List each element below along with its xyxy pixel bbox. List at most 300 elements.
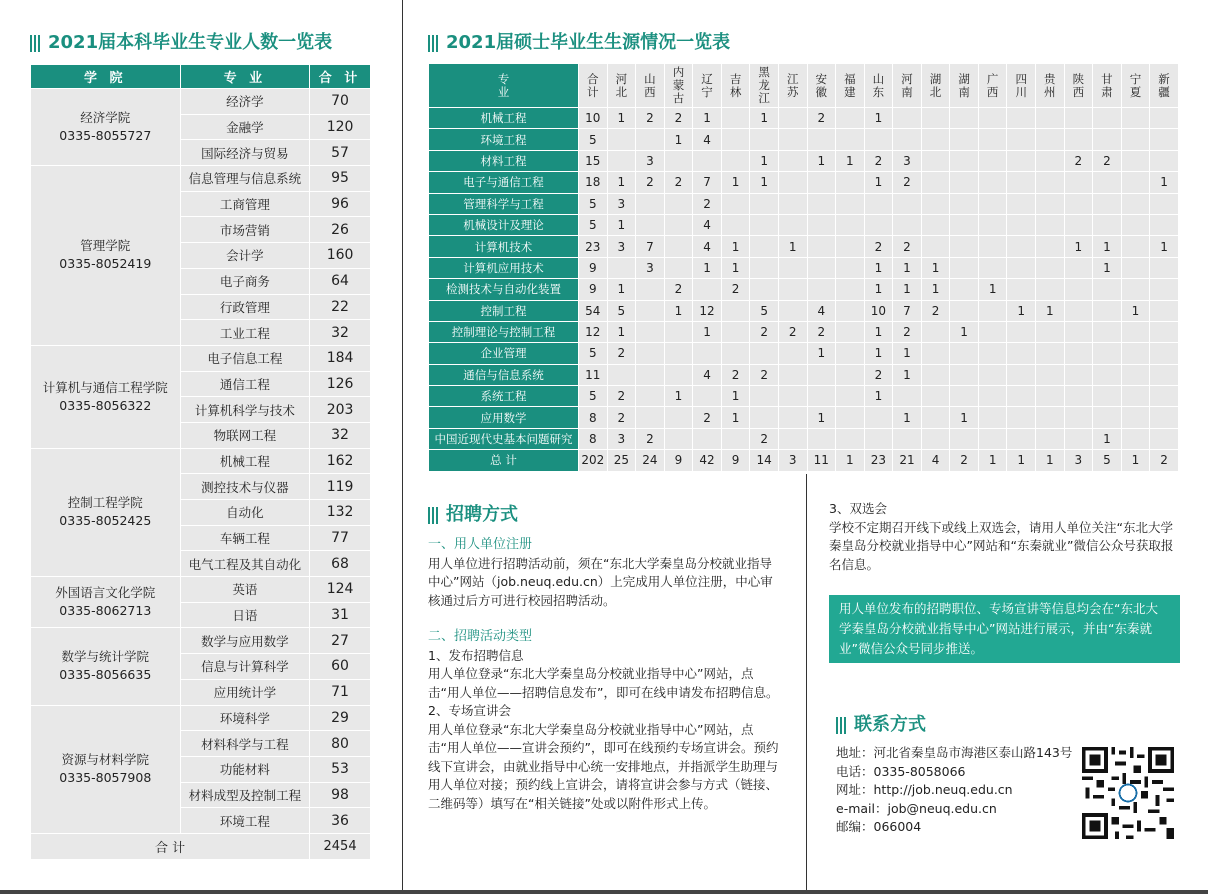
grad-header-province — [693, 64, 722, 108]
grad-count-cell — [1093, 364, 1122, 385]
grad-count-cell — [750, 129, 779, 150]
count-cell: 32 — [310, 422, 371, 448]
major-cell: 自动化 — [180, 500, 310, 526]
grad-count-cell: 2 — [721, 279, 750, 300]
header-char: 苏 — [786, 84, 799, 99]
grad-count-cell: 1 — [978, 279, 1007, 300]
header-char: 湖 — [929, 71, 942, 86]
grad-count-cell — [778, 129, 807, 150]
grad-count-cell: 2 — [607, 386, 636, 407]
grad-count-cell — [636, 214, 665, 235]
ug-table-row — [31, 577, 371, 603]
grad-count-cell — [950, 386, 979, 407]
grad-major-name: 应用数学 — [429, 407, 579, 428]
college-cell — [31, 166, 181, 346]
grad-count-cell — [1036, 108, 1065, 129]
grad-count-cell: 1 — [607, 172, 636, 193]
header-char: 南 — [901, 84, 913, 99]
grad-count-cell — [836, 172, 865, 193]
grad-count-cell: 1 — [1121, 300, 1150, 321]
header-char: 陕 — [1072, 71, 1085, 86]
grad-count-cell: 1 — [864, 279, 893, 300]
header-char: 河 — [901, 71, 913, 86]
grad-count-cell — [750, 214, 779, 235]
grad-count-cell: 1 — [750, 150, 779, 171]
recruit-body — [428, 536, 784, 813]
header-char: 吉 — [729, 71, 742, 86]
grad-count-cell — [893, 193, 922, 214]
grad-count-cell — [721, 343, 750, 364]
grad-table-row — [429, 364, 1179, 385]
grad-count-cell — [950, 428, 979, 449]
count-cell: 98 — [310, 782, 371, 808]
grad-header-province — [721, 64, 750, 108]
grad-count-cell: 2 — [750, 321, 779, 342]
grad-count-cell — [664, 257, 693, 278]
header-char: 古 — [672, 91, 685, 105]
grad-count-cell — [1036, 129, 1065, 150]
grad-count-cell — [636, 279, 665, 300]
grad-count-cell — [778, 364, 807, 385]
grad-major-name: 控制工程 — [429, 300, 579, 321]
count-cell: 32 — [310, 320, 371, 346]
grad-count-cell: 4 — [693, 236, 722, 257]
grad-count-cell: 8 — [579, 407, 608, 428]
grad-count-cell — [836, 257, 865, 278]
major-cell: 车辆工程 — [180, 525, 310, 551]
grad-count-cell — [778, 428, 807, 449]
grad-count-cell — [1036, 150, 1065, 171]
grad-count-cell — [1121, 150, 1150, 171]
college-phone: 0335-8052425 — [59, 513, 152, 529]
count-cell: 26 — [310, 217, 371, 243]
grad-count-cell — [693, 428, 722, 449]
grad-count-cell — [978, 300, 1007, 321]
major-cell: 信息与计算科学 — [180, 654, 310, 680]
ug-table-row — [31, 628, 371, 654]
grad-count-cell — [750, 193, 779, 214]
item3-title: 3、双选会 — [829, 501, 887, 516]
grad-count-cell: 2 — [750, 364, 779, 385]
notice-box: 用人单位发布的招聘职位、专场宣讲等信息均会在“东北大学秦皇岛分校就业指导中心”网站进行展示，并由“东秦就业”微信公众号同步推送。 — [829, 595, 1180, 663]
grad-count-cell: 4 — [807, 300, 836, 321]
grad-major-name: 机械设计及理论 — [429, 214, 579, 235]
grad-count-cell: 2 — [950, 450, 979, 471]
grad-count-cell — [1121, 343, 1150, 364]
grad-major-name: 机械工程 — [429, 108, 579, 129]
grad-count-cell — [1064, 364, 1093, 385]
grad-count-cell — [1121, 428, 1150, 449]
grad-table-row — [429, 279, 1179, 300]
grad-count-cell — [1150, 150, 1179, 171]
grad-count-cell: 1 — [693, 321, 722, 342]
grad-count-cell: 2 — [1093, 150, 1122, 171]
header-char: 北 — [615, 84, 628, 99]
grad-major-name: 控制理论与控制工程 — [429, 321, 579, 342]
grad-count-cell — [1007, 129, 1036, 150]
grad-count-cell: 1 — [978, 450, 1007, 471]
header-char: 江 — [758, 91, 770, 105]
grad-count-cell: 4 — [921, 450, 950, 471]
grad-count-cell — [664, 236, 693, 257]
grad-count-cell — [864, 193, 893, 214]
grad-count-cell — [1121, 193, 1150, 214]
header-char: 江 — [786, 71, 799, 86]
grad-count-cell — [607, 257, 636, 278]
grad-count-cell: 2 — [664, 108, 693, 129]
grad-count-cell — [1036, 386, 1065, 407]
major-cell: 功能材料 — [180, 756, 310, 782]
grad-count-cell: 1 — [721, 407, 750, 428]
count-cell: 77 — [310, 525, 371, 551]
grad-table-row — [429, 343, 1179, 364]
grad-count-cell — [1121, 407, 1150, 428]
grad-count-cell: 2 — [893, 236, 922, 257]
college-name: 经济学院 — [80, 110, 131, 126]
grad-count-cell — [664, 343, 693, 364]
grad-count-cell: 2 — [721, 364, 750, 385]
contact-section-title: 联系方式 — [836, 710, 926, 736]
total-label: 合 计 — [31, 833, 310, 859]
grad-count-cell — [1036, 236, 1065, 257]
grad-count-cell — [921, 193, 950, 214]
grad-count-cell — [607, 129, 636, 150]
grad-count-cell: 1 — [1150, 236, 1179, 257]
header-char: 辽 — [701, 71, 713, 86]
major-cell: 日语 — [180, 602, 310, 628]
grad-count-cell — [950, 343, 979, 364]
count-cell: 160 — [310, 243, 371, 269]
count-cell: 57 — [310, 140, 371, 166]
grad-count-cell: 2 — [807, 321, 836, 342]
grad-header-province — [1064, 64, 1093, 108]
grad-count-cell: 1 — [607, 214, 636, 235]
header-char: 山 — [644, 71, 656, 86]
grad-count-cell — [636, 386, 665, 407]
major-cell: 信息管理与信息系统 — [180, 166, 310, 192]
grad-count-cell — [1121, 364, 1150, 385]
grad-table-row — [429, 386, 1179, 407]
grad-count-cell — [1007, 108, 1036, 129]
grad-count-cell: 5 — [1093, 450, 1122, 471]
grad-count-cell — [1150, 257, 1179, 278]
grad-count-cell — [978, 364, 1007, 385]
grad-count-cell — [1064, 172, 1093, 193]
count-cell: 203 — [310, 397, 371, 423]
grad-count-cell: 1 — [950, 407, 979, 428]
count-cell: 60 — [310, 654, 371, 680]
grad-count-cell — [750, 257, 779, 278]
ug-header-cell: 学 院 — [31, 65, 181, 89]
grad-count-cell — [864, 407, 893, 428]
college-phone: 0335-8056322 — [59, 397, 152, 413]
grad-header-province — [664, 64, 693, 108]
count-cell: 22 — [310, 294, 371, 320]
grad-header-province — [1093, 64, 1122, 108]
grad-count-cell — [664, 193, 693, 214]
grad-count-cell — [1093, 279, 1122, 300]
grad-count-cell — [693, 386, 722, 407]
count-cell: 126 — [310, 371, 371, 397]
major-cell: 国际经济与贸易 — [180, 140, 310, 166]
grad-count-cell — [636, 129, 665, 150]
grad-count-cell: 1 — [807, 407, 836, 428]
contact-email[interactable]: e-mail：job@neuq.edu.cn — [836, 800, 997, 816]
college-cell — [31, 89, 181, 166]
grad-count-cell: 1 — [836, 450, 865, 471]
count-cell: 70 — [310, 89, 371, 115]
grad-count-cell — [1150, 214, 1179, 235]
grad-count-cell — [1007, 343, 1036, 364]
grad-count-cell — [636, 321, 665, 342]
grad-count-cell: 7 — [636, 236, 665, 257]
grad-count-cell: 1 — [1093, 428, 1122, 449]
grad-count-cell: 2 — [864, 236, 893, 257]
contact-info — [836, 744, 1072, 837]
college-cell — [31, 448, 181, 576]
grad-count-cell — [807, 193, 836, 214]
grad-count-cell — [1150, 407, 1179, 428]
major-cell: 数学与应用数学 — [180, 628, 310, 654]
grad-count-cell — [1064, 257, 1093, 278]
major-cell: 环境工程 — [180, 808, 310, 834]
grad-count-cell: 1 — [607, 108, 636, 129]
grad-count-cell — [836, 343, 865, 364]
grad-count-cell — [950, 108, 979, 129]
major-cell: 经济学 — [180, 89, 310, 115]
grad-count-cell: 2 — [693, 193, 722, 214]
grad-count-cell — [921, 428, 950, 449]
major-cell: 金融学 — [180, 114, 310, 140]
grad-count-cell — [778, 172, 807, 193]
grad-count-cell — [921, 386, 950, 407]
grad-count-cell — [1121, 214, 1150, 235]
grad-count-cell: 9 — [664, 450, 693, 471]
grad-count-cell — [807, 257, 836, 278]
grad-count-cell: 5 — [579, 193, 608, 214]
bottom-border — [0, 890, 1208, 894]
grad-header-major — [429, 64, 579, 108]
grad-count-cell — [1064, 214, 1093, 235]
grad-count-cell — [1093, 407, 1122, 428]
item1-text: 用人单位登录“东北大学秦皇岛分校就业指导中心”网站，点击“用人单位——招聘信息发布”，即可在线申请发布招聘信息。 — [428, 666, 779, 700]
college-name: 计算机与通信工程学院 — [42, 379, 168, 395]
count-cell: 162 — [310, 448, 371, 474]
ug-header-cell: 合 计 — [310, 65, 371, 89]
grad-count-cell — [636, 193, 665, 214]
grad-count-cell — [664, 428, 693, 449]
major-cell: 环境科学 — [180, 705, 310, 731]
grad-count-cell: 10 — [864, 300, 893, 321]
grad-count-cell: 5 — [579, 214, 608, 235]
grad-count-cell — [1007, 214, 1036, 235]
grad-count-cell — [664, 214, 693, 235]
header-char: 湖 — [958, 71, 970, 86]
grad-major-name: 材料工程 — [429, 150, 579, 171]
grad-count-cell — [950, 214, 979, 235]
grad-count-cell — [978, 193, 1007, 214]
grad-count-cell — [950, 300, 979, 321]
grad-count-cell — [836, 428, 865, 449]
grad-count-cell — [807, 172, 836, 193]
header-char: 黑 — [758, 65, 770, 79]
grad-count-cell — [1036, 279, 1065, 300]
grad-count-cell: 1 — [721, 386, 750, 407]
grad-count-cell — [1007, 428, 1036, 449]
grad-count-cell: 2 — [778, 321, 807, 342]
college-phone: 0335-8062713 — [59, 603, 152, 619]
grad-count-cell — [1150, 428, 1179, 449]
grad-count-cell: 23 — [579, 236, 608, 257]
grad-count-cell: 1 — [1150, 172, 1179, 193]
grad-count-cell: 2 — [893, 321, 922, 342]
grad-major-name: 管理科学与工程 — [429, 193, 579, 214]
title-bars-icon — [428, 505, 440, 526]
major-cell: 工商管理 — [180, 191, 310, 217]
major-cell: 计算机科学与技术 — [180, 397, 310, 423]
grad-major-name: 计算机应用技术 — [429, 257, 579, 278]
grad-count-cell — [1150, 386, 1179, 407]
grad-count-cell — [778, 300, 807, 321]
grad-count-cell: 1 — [893, 257, 922, 278]
header-char: 广 — [986, 71, 999, 86]
grad-count-cell — [950, 193, 979, 214]
count-cell: 132 — [310, 500, 371, 526]
grad-count-cell — [607, 150, 636, 171]
grad-table-row — [429, 150, 1179, 171]
grad-count-cell — [693, 150, 722, 171]
grad-count-cell — [664, 150, 693, 171]
grad-count-cell — [1093, 214, 1122, 235]
grad-count-cell — [1121, 279, 1150, 300]
college-name: 数学与统计学院 — [61, 649, 150, 665]
grad-count-cell — [978, 386, 1007, 407]
grad-count-cell — [778, 386, 807, 407]
major-cell: 工业工程 — [180, 320, 310, 346]
grad-count-cell — [921, 343, 950, 364]
grad-count-cell — [1036, 172, 1065, 193]
grad-count-cell: 1 — [693, 257, 722, 278]
grad-count-cell: 2 — [807, 108, 836, 129]
grad-count-cell: 5 — [579, 343, 608, 364]
header-char: 西 — [644, 84, 656, 99]
grad-count-cell — [1121, 129, 1150, 150]
grad-header-province — [1150, 64, 1179, 108]
grad-count-cell — [1036, 257, 1065, 278]
ug-table-row — [31, 166, 371, 192]
grad-count-cell — [893, 108, 922, 129]
grad-count-cell: 4 — [693, 214, 722, 235]
grad-table-row — [429, 257, 1179, 278]
grad-count-cell — [750, 343, 779, 364]
grad-count-cell — [1036, 364, 1065, 385]
grad-count-cell — [721, 214, 750, 235]
grad-count-cell: 1 — [664, 386, 693, 407]
grad-count-cell — [807, 364, 836, 385]
section2-heading: 二、招聘活动类型 — [428, 629, 533, 644]
grad-count-cell: 1 — [807, 343, 836, 364]
major-cell: 机械工程 — [180, 448, 310, 474]
grad-count-cell — [664, 407, 693, 428]
grad-count-cell: 1 — [1036, 300, 1065, 321]
grad-count-cell: 1 — [607, 321, 636, 342]
grad-header-province — [978, 64, 1007, 108]
college-name: 控制工程学院 — [67, 495, 143, 511]
count-cell: 119 — [310, 474, 371, 500]
grad-count-cell — [721, 193, 750, 214]
count-cell: 71 — [310, 679, 371, 705]
grad-count-cell: 1 — [607, 279, 636, 300]
grad-count-cell — [778, 193, 807, 214]
grad-count-cell — [807, 428, 836, 449]
grad-count-cell — [1064, 108, 1093, 129]
grad-count-cell — [864, 214, 893, 235]
count-cell: 64 — [310, 268, 371, 294]
grad-count-cell — [978, 428, 1007, 449]
grad-count-cell — [950, 129, 979, 150]
grad-header-province — [750, 64, 779, 108]
grad-count-cell: 3 — [607, 193, 636, 214]
grad-count-cell — [1093, 386, 1122, 407]
header-char: 西 — [1072, 84, 1085, 99]
grad-count-cell: 1 — [864, 108, 893, 129]
grad-count-cell: 1 — [893, 364, 922, 385]
header-char: 北 — [929, 84, 942, 99]
grad-section-title: 2021届硕士毕业生生源情况一览表 — [428, 28, 730, 54]
grad-count-cell: 2 — [921, 300, 950, 321]
grad-count-cell — [721, 321, 750, 342]
header-char: 宁 — [1129, 71, 1142, 86]
grad-count-cell: 1 — [664, 300, 693, 321]
contact-website[interactable]: 网址：http://job.neuq.edu.cn — [836, 782, 1013, 797]
grad-count-cell — [693, 343, 722, 364]
grad-count-cell: 2 — [664, 279, 693, 300]
grad-table — [428, 63, 1179, 472]
grad-count-cell — [750, 407, 779, 428]
grad-count-cell — [721, 428, 750, 449]
grad-count-cell: 2 — [636, 172, 665, 193]
grad-header-province — [921, 64, 950, 108]
grad-count-cell — [1093, 321, 1122, 342]
grad-count-cell: 2 — [864, 364, 893, 385]
grad-count-cell — [864, 129, 893, 150]
grad-count-cell: 1 — [893, 407, 922, 428]
grad-count-cell — [1007, 407, 1036, 428]
grad-count-cell — [836, 407, 865, 428]
grad-count-cell — [921, 321, 950, 342]
grad-count-cell — [1150, 108, 1179, 129]
grad-count-cell — [778, 214, 807, 235]
college-cell — [31, 705, 181, 833]
grad-count-cell: 15 — [579, 150, 608, 171]
grad-header-province — [950, 64, 979, 108]
grad-count-cell: 1 — [921, 257, 950, 278]
grad-count-cell — [921, 129, 950, 150]
header-char: 西 — [986, 84, 999, 99]
college-phone: 0335-8056635 — [59, 667, 152, 683]
contact-postcode: 邮编：066004 — [836, 819, 922, 834]
grad-count-cell — [1007, 172, 1036, 193]
grad-count-cell — [778, 343, 807, 364]
grad-count-cell: 1 — [864, 343, 893, 364]
grad-count-cell — [921, 407, 950, 428]
grad-count-cell: 1 — [807, 150, 836, 171]
grad-count-cell — [1150, 343, 1179, 364]
header-char: 川 — [1015, 84, 1027, 99]
grad-count-cell: 3 — [893, 150, 922, 171]
grad-count-cell — [1121, 321, 1150, 342]
grad-count-cell — [1121, 236, 1150, 257]
